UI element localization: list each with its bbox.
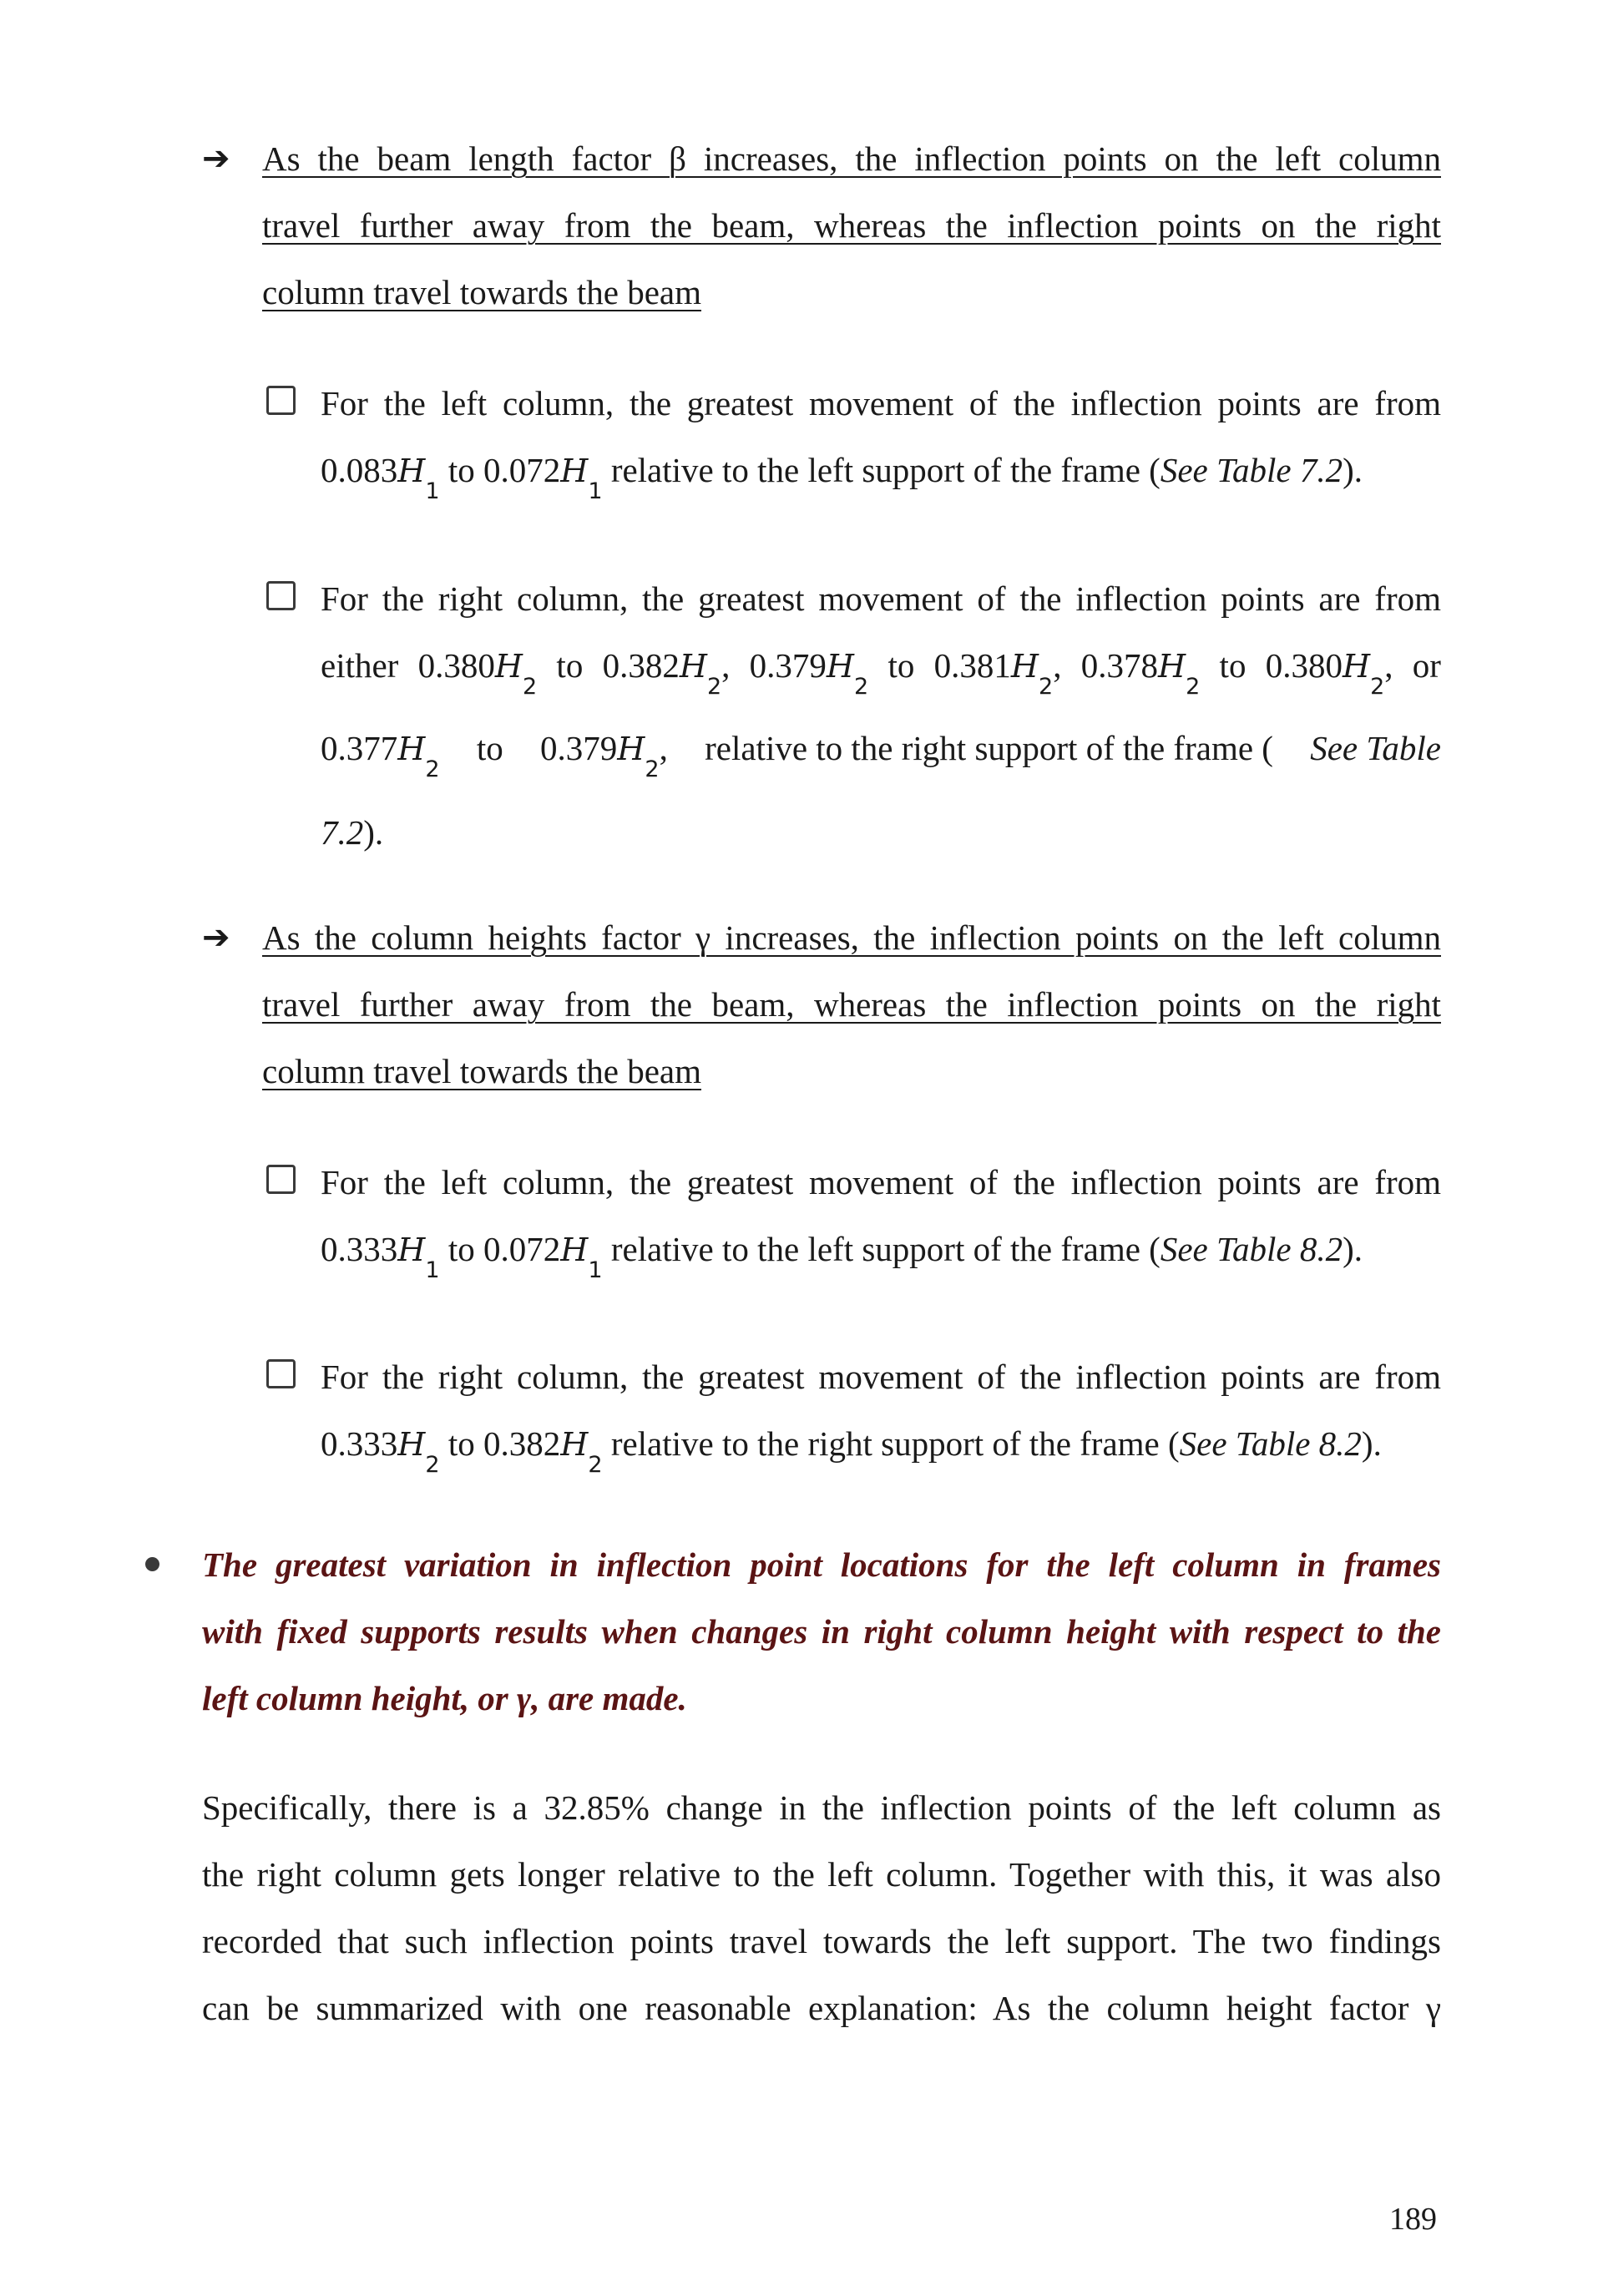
section1-item2-line1: For the right column, the greatest movement of the inflection points are from	[321, 579, 1441, 618]
section2-heading-line2: travel further away from the beam, whereas the inflection points on the right	[262, 985, 1441, 1024]
finding-line1: The greatest variation in inflection point locations for the left column in frames	[202, 1545, 1441, 1584]
checkbox-icon	[266, 1165, 296, 1194]
finding-line2: with fixed supports results when changes in right column height with respect to the	[202, 1612, 1441, 1651]
section2-heading-line3: column travel towards the beam	[262, 1052, 701, 1090]
arrow-bullet-icon: ➔	[202, 918, 230, 957]
section2-item1-line1: For the left column, the greatest movement of the inflection points are from	[321, 1163, 1441, 1201]
section1-item1-line1: For the left column, the greatest movement of the inflection points are from	[321, 384, 1441, 422]
section1-item2-line2: either $0.380H_2$ to $0.382H_2$, $0.379H_2$ to $0.381H_2$, $0.378H_2$ to $0.380H_2$, or	[321, 646, 1441, 700]
arrow-bullet-icon: ➔	[202, 139, 230, 178]
round-bullet-icon	[145, 1557, 159, 1571]
paragraph-line1: Specifically, there is a 32.85% change in the inflection points of the left column as	[202, 1788, 1441, 1827]
section1-heading-line3: column travel towards the beam	[262, 273, 701, 311]
section2-item1-line2: $0.333H_1$ to $0.072H_1$ relative to the left support of the frame (See Table 8.2).	[321, 1230, 1363, 1283]
page-number: 189	[1389, 2202, 1437, 2237]
paragraph-line4: can be summarized with one reasonable explanation: As the column height factor γ	[202, 1989, 1441, 2027]
section2-heading-line1: As the column heights factor γ increases, the inflection points on the left column	[262, 918, 1441, 957]
section2-item2-line1: For the right column, the greatest movement of the inflection points are from	[321, 1358, 1441, 1396]
section1-heading-line2: travel further away from the beam, whereas the inflection points on the right	[262, 206, 1441, 245]
section1-item2-line3: $0.377H_2$ to $0.379H_2$, relative to the right support of the frame ( See Table	[321, 729, 1441, 782]
checkbox-icon	[266, 386, 296, 415]
paragraph-line3: recorded that such inflection points travel towards the left support. The two findings	[202, 1922, 1441, 1960]
paragraph-line2: the right column gets longer relative to the left column. Together with this, it was also	[202, 1855, 1441, 1894]
section1-item1-line2: $0.083H_1$ to $0.072H_1$ relative to the left support of the frame (See Table 7.2).	[321, 451, 1363, 504]
checkbox-icon	[266, 1359, 296, 1388]
section1-heading-line1: As the beam length factor β increases, the inflection points on the left column	[262, 139, 1441, 178]
finding-line3: left column height, or γ, are made.	[202, 1679, 687, 1717]
section2-item2-line2: $0.333H_2$ to $0.382H_2$ relative to the right support of the frame (See Table 8.2).	[321, 1424, 1382, 1478]
section1-item2-line4: 7.2).	[321, 813, 384, 852]
checkbox-icon	[266, 581, 296, 610]
